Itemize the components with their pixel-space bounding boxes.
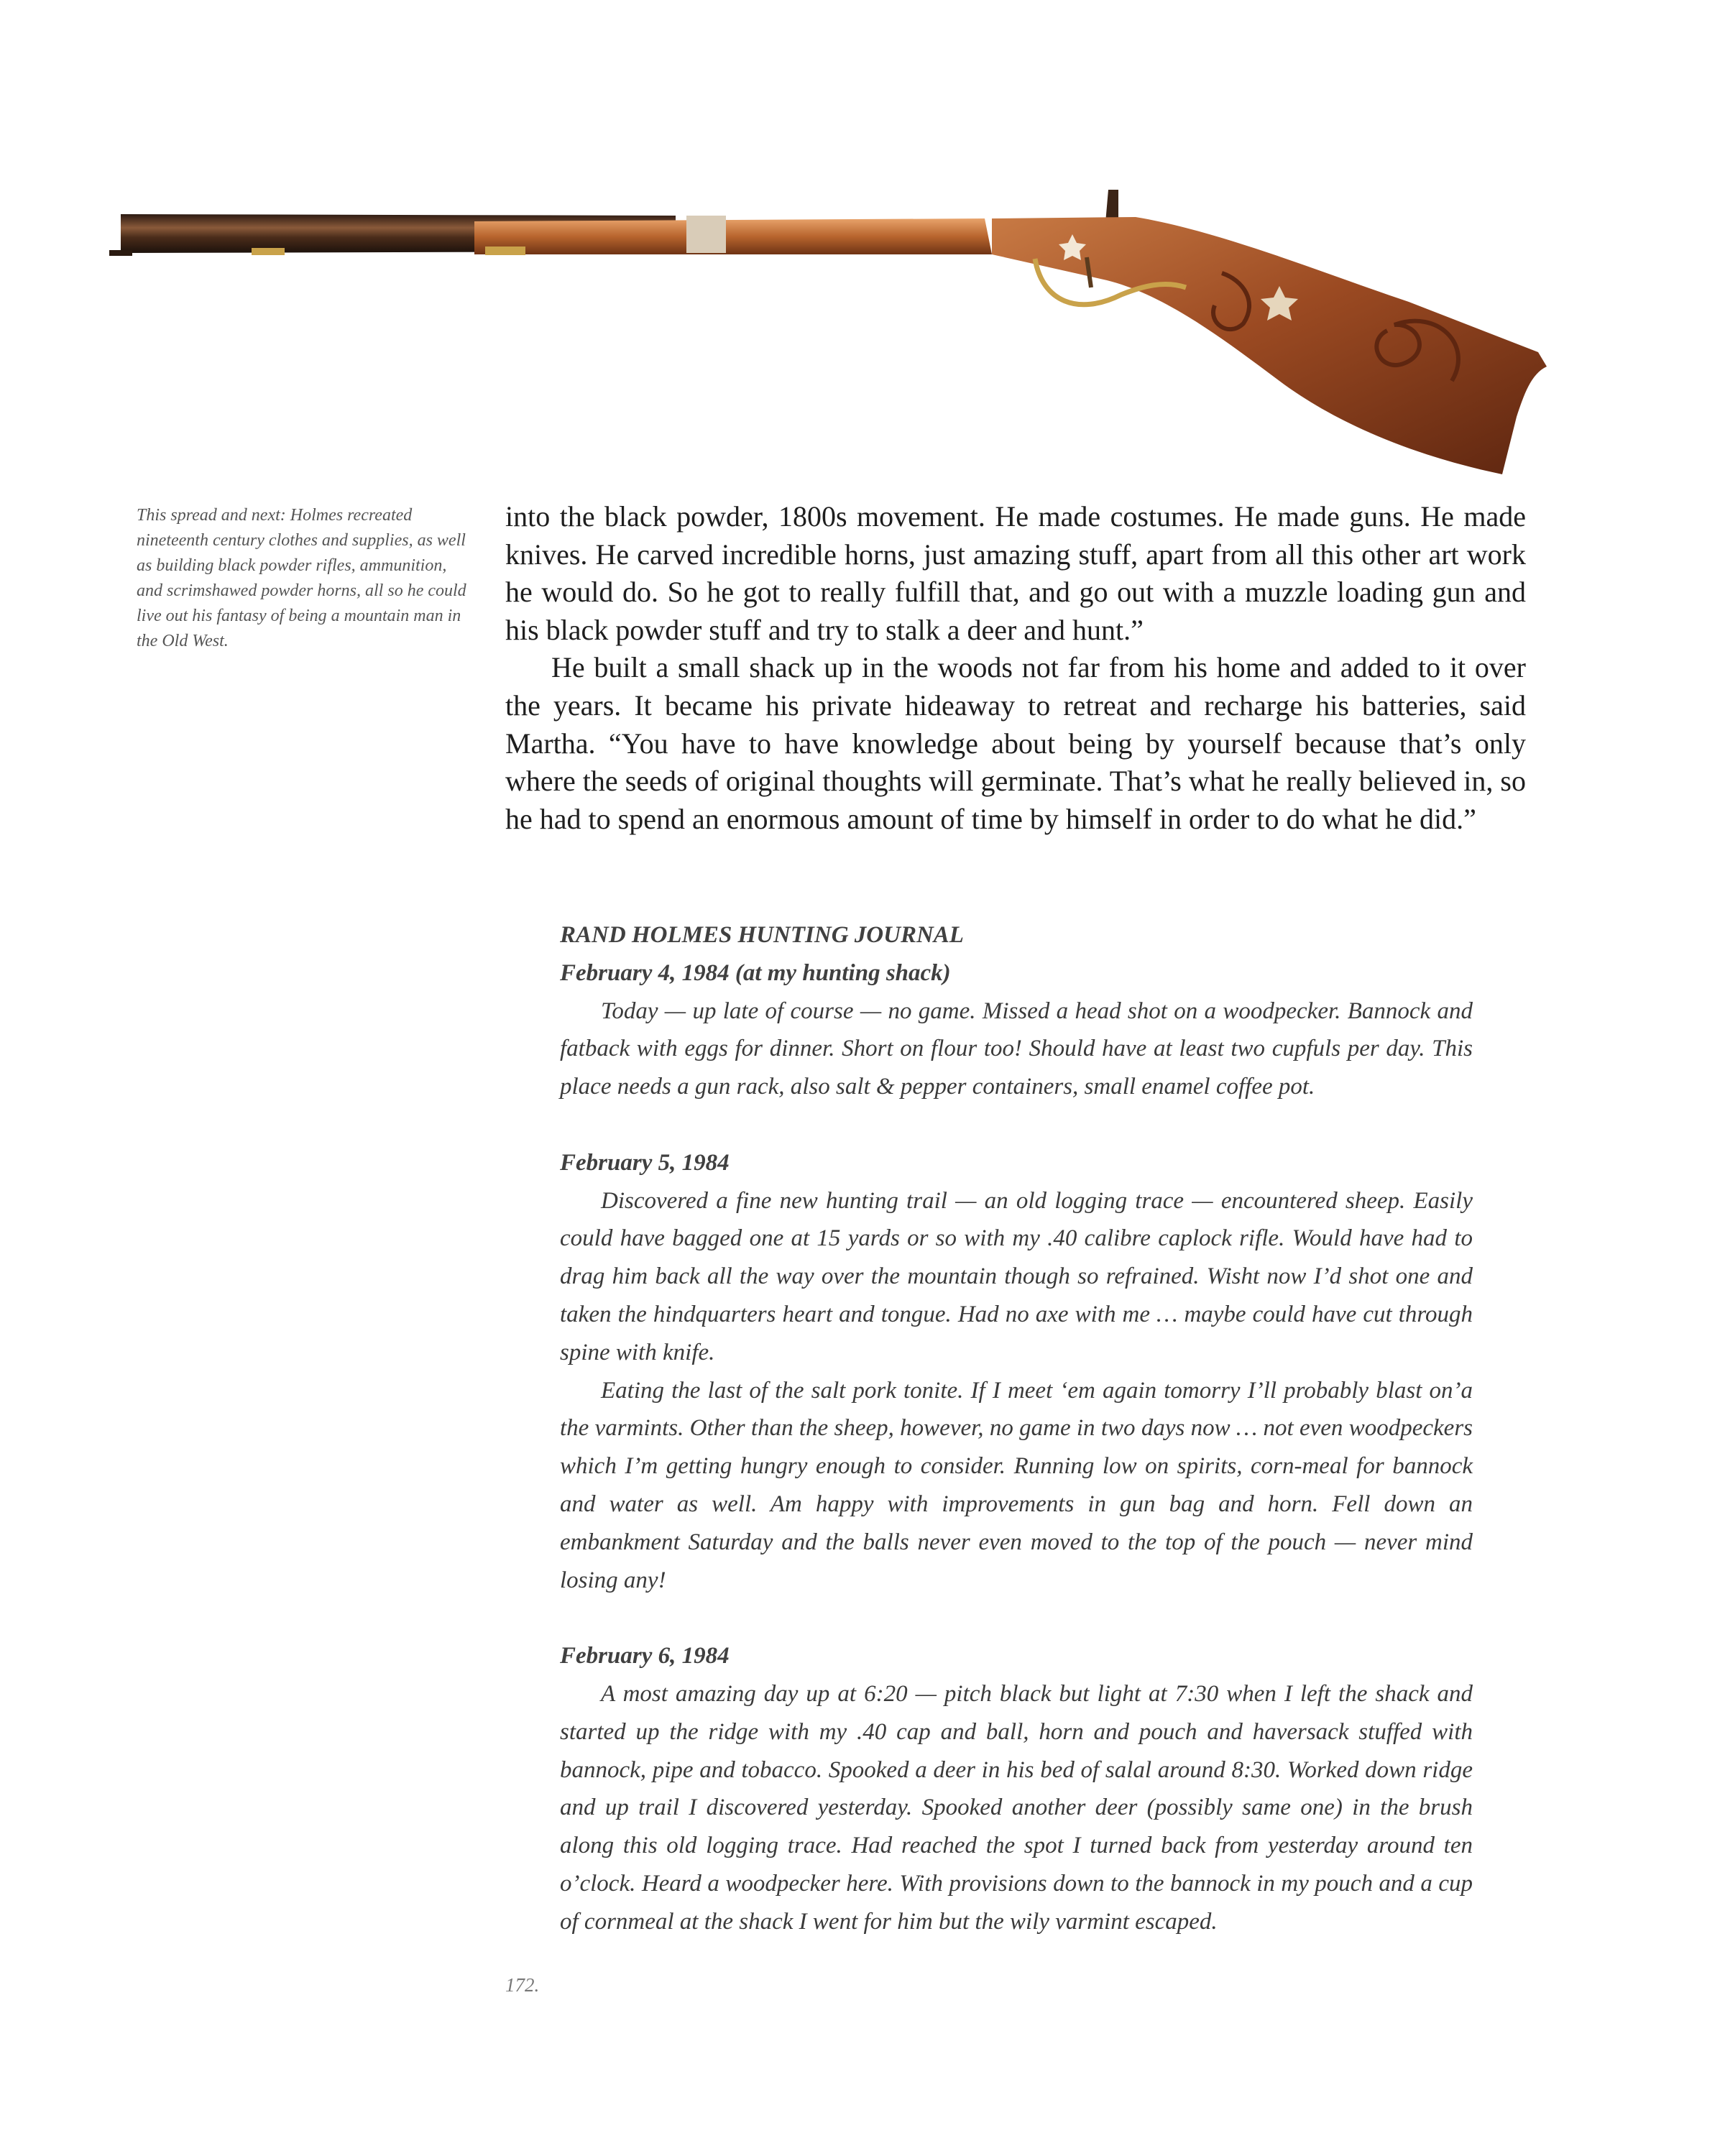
entry-spacer xyxy=(560,1106,1473,1144)
journal-entry-date: February 5, 1984 xyxy=(560,1149,730,1176)
journal-entry-text: A most amazing day up at 6:20 — pitch black but light at 7:30 when I left the shack and started up the ridge with my .40 cap and ball, horn and pouch and haversack stuffed with bannock, pipe and tobacco. Spooked a deer in his bed of salal around 8:30. Worked down ridge and up trail I discovered yesterday. Spooked another deer (possibly same one) in the brush along this old logging trace. Had reached the spot I turned back from yesterday around ten o’clock. Heard a woodpecker here. With provisions down to the bannock in my pouch and a cup of cornmeal at the shack I went for him but the wily varmint escaped. xyxy=(560,1680,1473,1935)
journal-entry-text: Eating the last of the salt pork tonite. If I meet ‘em again tomorry I’ll probably blast on’a the varmints. Other than the sheep, however, no game in two days now … not even woodpeckers which I’m getting hungry enough to consider. Running low on spirits, corn-meal for bannock and water as well. Am happy with improvements in gun bag and horn. Fell down an embankment Saturday and the balls never even moved to the top of the pouch — never mind losing any! xyxy=(560,1377,1473,1593)
journal-title: RAND HOLMES HUNTING JOURNAL xyxy=(560,922,964,948)
hunting-journal xyxy=(560,916,1473,1941)
body-paragraph: into the black powder, 1800s movement. He made costumes. He made guns. He made knives. He carved incredible horns, just amazing stuff, apart from all this other art work he would do. So he got to really fulfill that, and go out with a muzzle loading gun and his black powder stuff and try to stalk a deer and hunt.” xyxy=(505,500,1526,646)
page-number: 172. xyxy=(505,1974,540,1996)
journal-entry-text: Discovered a fine new hunting trail — an old logging trace — encountered sheep. Easily could have bagged one at 15 yards or so with my .40 calibre caplock rifle. Would have had to drag him back all the way over the mountain though so refrained. Wisht now I’d shot one and taken the hindquarters heart and tongue. Had no axe with me … maybe could have cut through spine with knife. xyxy=(560,1187,1473,1365)
photo-caption xyxy=(137,503,474,654)
journal-entry-date: February 6, 1984 xyxy=(560,1643,730,1669)
rifle-forestock xyxy=(474,218,992,254)
entry-spacer xyxy=(560,1599,1473,1637)
nose-cap xyxy=(686,216,726,253)
rifle-muzzle xyxy=(109,250,132,256)
brass-thimble-2 xyxy=(485,247,525,255)
body-text xyxy=(505,498,1526,838)
journal-entry-text: Today — up late of course — no game. Missed a head shot on a woodpecker. Bannock and fatback with eggs for dinner. Short on flour too! Should have at least two cupfuls per day. This place needs a gun rack, also salt & pepper containers, small enamel coffee pot. xyxy=(560,998,1473,1100)
body-paragraph: He built a small shack up in the woods not far from his home and added to it over the years. It became his private hideaway to retreat and recharge his batteries, said Martha. “You have to have knowledge about being by yourself because that’s only where the seeds of original thoughts will germinate. That’s what he really believed in, so he had to spend an enormous amount of time by himself in order to do what he did.” xyxy=(505,651,1526,835)
brass-thimble-1 xyxy=(252,248,285,255)
journal-entry-date: February 4, 1984 (at my hunting shack) xyxy=(560,959,951,986)
caption-text: This spread and next: Holmes recreated nineteenth century clothes and supplies, as well as building black powder rifles, ammunition, and scrimshawed powder horns, all so he could live out his fantasy of being a mountain man in the Old West. xyxy=(137,506,466,650)
rifle-photo xyxy=(101,165,1581,482)
